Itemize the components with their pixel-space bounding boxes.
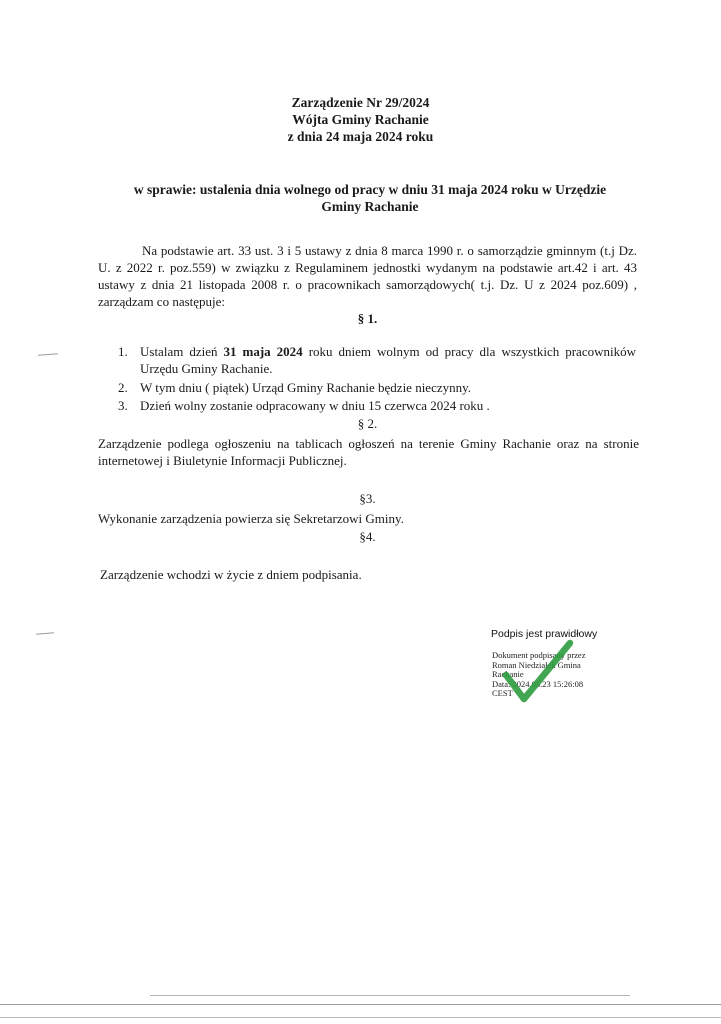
section-3-text: Wykonanie zarządzenia powierza się Sekretarzowi Gminy.: [98, 511, 404, 526]
section-1-heading: § 1.: [357, 311, 378, 326]
scan-edge-line: [150, 995, 630, 996]
document-title: Zarządzenie Nr 29/2024: [291, 95, 430, 110]
item-number: 2.: [118, 380, 128, 395]
scan-margin-mark: [38, 353, 58, 355]
section-2-heading: § 2.: [357, 416, 378, 431]
section-4-text: Zarządzenie wchodzi w życie z dniem podpisania.: [100, 567, 362, 582]
item-number: 3.: [118, 398, 128, 413]
scan-margin-mark: [36, 632, 54, 635]
item-bold-date: 31 maja 2024: [223, 344, 303, 359]
subject-line-1: w sprawie: ustalenia dnia wolnego od pracy w dniu 31 maja 2024 roku w Urzędzie: [133, 182, 607, 197]
document-header: [0, 94, 721, 145]
checkmark-icon: [502, 637, 574, 705]
document-issuer: Wójta Gminy Rachanie: [292, 112, 429, 127]
item-text: W tym dniu ( piątek) Urząd Gminy Rachanie będzie nieczynny.: [140, 380, 472, 395]
item-text: Ustalam dzień 31 maja 2024 roku dniem wolnym od pracy dla wszystkich pracowników Urzędu Gminy Rachanie.: [140, 344, 636, 376]
section-2-text: Zarządzenie podlega ogłoszeniu na tablicach ogłoszeń na terenie Gminy Rachanie oraz na stronie internetowej i Biuletynie Informacji Publicznej.: [98, 436, 639, 468]
subject-line-2: Gminy Rachanie: [321, 199, 419, 214]
scan-edge-line: [0, 1017, 721, 1018]
signature-line: Rachanie: [492, 669, 524, 679]
section-4-heading: §4.: [359, 529, 376, 544]
item-text: Dzień wolny zostanie odpracowany w dniu 15 czerwca 2024 roku .: [140, 398, 490, 413]
signature-line: CEST: [492, 688, 513, 698]
item-number: 1.: [118, 344, 128, 359]
document-date: z dnia 24 maja 2024 roku: [287, 129, 434, 144]
signature-line: Data: 2024.05.23 15:26:08: [492, 678, 584, 689]
signature-line: Dokument podpisany przez: [492, 650, 586, 660]
section-3-heading: §3.: [359, 491, 376, 506]
document-subject: [100, 181, 640, 215]
section-1-item: [118, 343, 636, 379]
scan-edge-line: [0, 1004, 721, 1005]
signature-line: Roman Niedziałek Gmina: [492, 659, 581, 670]
section-1-item: [118, 397, 636, 415]
preamble-paragraph: Na podstawie art. 33 ust. 3 i 5 ustawy z dnia 8 marca 1990 r. o samorządzie gminnym (t.j Dz. U. z 2022 r. poz.559) w związku z Regulaminem jednostki wydanym na podstawie art.42 i art. 43 ustawy z dnia 21 listopada 2008 r. o pracownikach samorządowych( t.j. Dz. U z 2024 poz.609) , zarządzam co następuje:: [98, 243, 637, 309]
section-1-item: [118, 379, 636, 397]
signature-status: Podpis jest prawidłowy: [491, 628, 598, 640]
